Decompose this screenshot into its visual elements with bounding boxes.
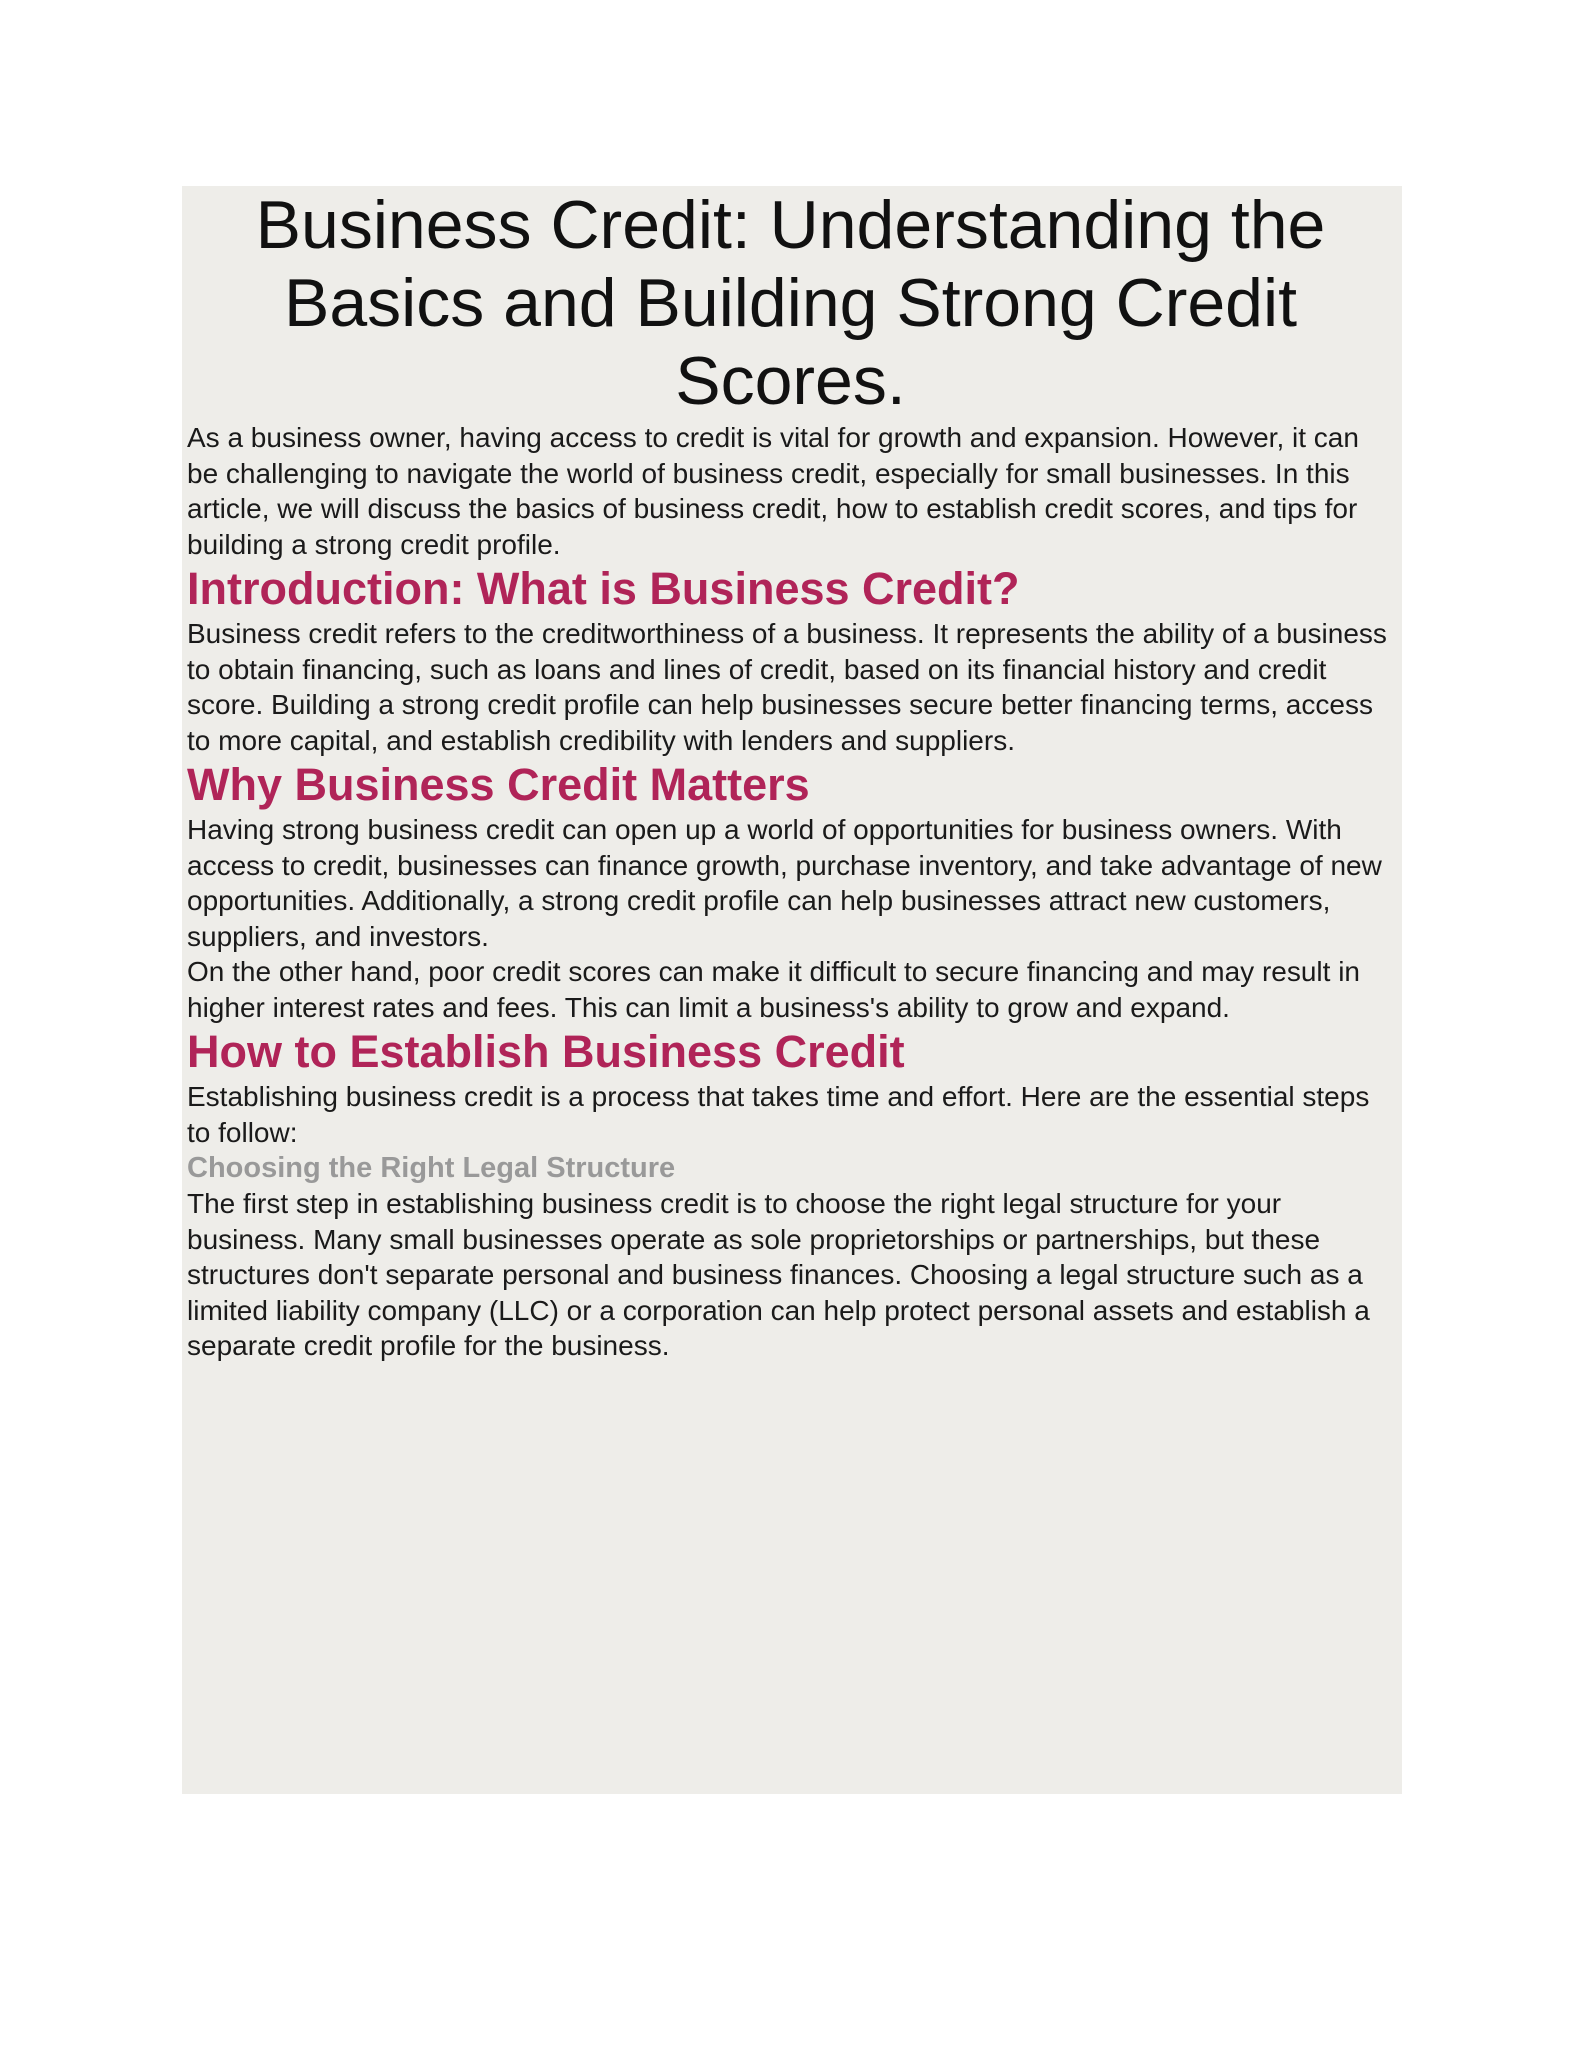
section-heading-how-to-establish: How to Establish Business Credit — [187, 1026, 905, 1077]
intro-paragraph: As a business owner, having access to credit is vital for growth and expansion. However, it can be challenging to navigate the world of business credit, especially for small businesses. In this article, we will discuss the basics of business credit, how to establish credit scores, and tips for building a strong credit profile. — [187, 422, 1359, 560]
section-heading-introduction: Introduction: What is Business Credit? — [187, 563, 1020, 614]
page-title: Business Credit: Understanding the Basics and Building Strong Credit Scores. — [255, 187, 1326, 419]
section-heading-why-matters: Why Business Credit Matters — [187, 759, 810, 810]
subsection-heading-legal-structure: Choosing the Right Legal Structure — [187, 1152, 676, 1184]
introduction-paragraph: Business credit refers to the creditworthiness of a business. It represents the ability of a business to obtain financing, such as loans and lines of credit, based on its financial history and credit score. Building a strong credit profile can help businesses secure better financing terms, access to more capital, and establish credibility with lenders and suppliers. — [187, 618, 1387, 756]
why-matters-paragraph-1: Having strong business credit can open up a world of opportunities for business owners. With access to credit, businesses can finance growth, purchase inventory, and take advantage of new opportunities. Additionally, a strong credit profile can help businesses attract new customers, suppliers, and investors. — [187, 814, 1382, 952]
how-to-establish-paragraph: Establishing business credit is a process that takes time and effort. Here are the essential steps to follow: — [187, 1081, 1370, 1148]
legal-structure-paragraph: The first step in establishing business credit is to choose the right legal structure for your business. Many small businesses operate as sole proprietorships or partnerships, but these structures don't separate personal and business finances. Choosing a legal structure such as a limited liability company (LLC) or a corporation can help protect personal assets and establish a separate credit profile for the business. — [187, 1188, 1370, 1361]
article-content — [182, 186, 1402, 1794]
why-matters-paragraph-2: On the other hand, poor credit scores can make it difficult to secure financing and may result in higher interest rates and fees. This can limit a business's ability to grow and expand. — [187, 956, 1360, 1023]
